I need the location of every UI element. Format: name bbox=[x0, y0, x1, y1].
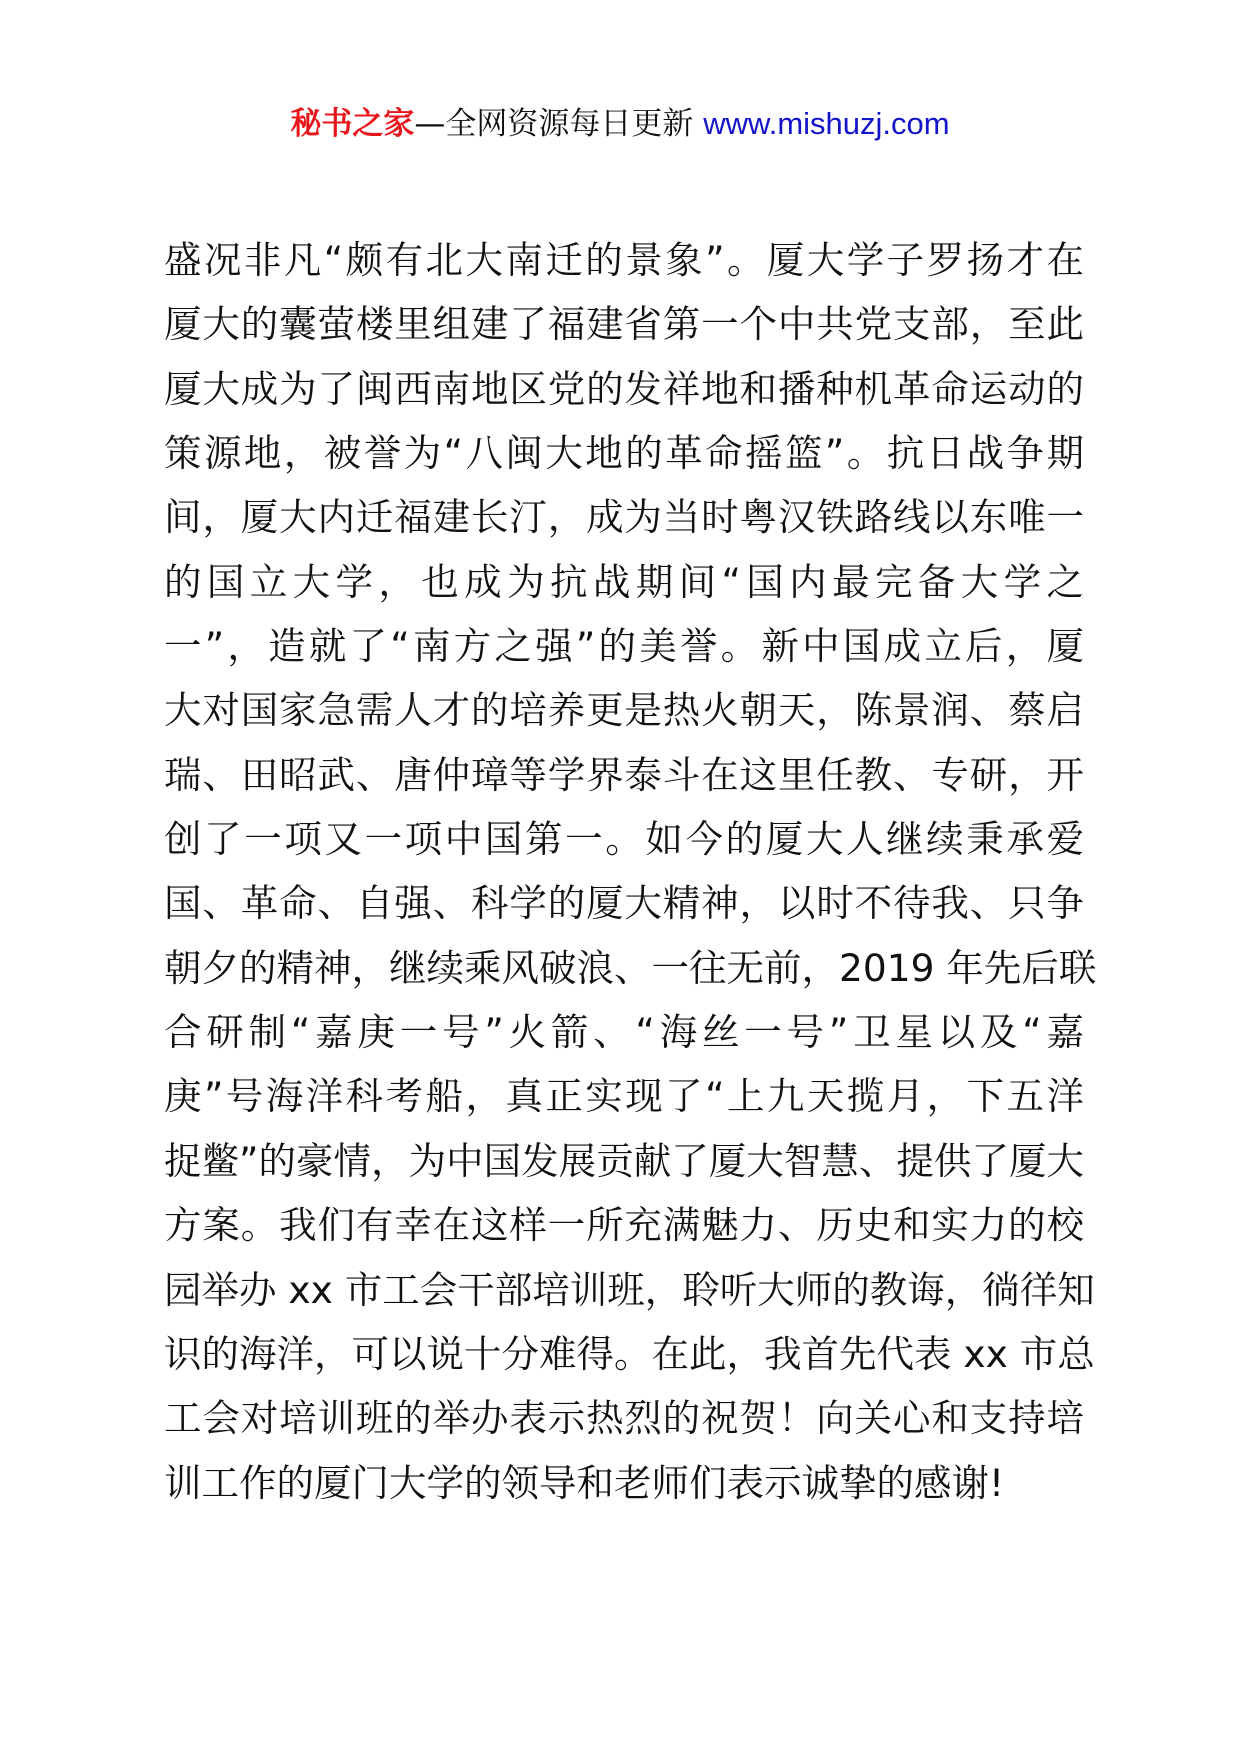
text-line: 朝夕的精神，继续乘风破浪、一往无前，2019 年先后联 bbox=[164, 945, 1097, 990]
text-line: 庚”号海洋科考船，真正实现了“上九天揽月，下五洋 bbox=[164, 1074, 1084, 1119]
text-line: 训工作的厦门大学的领导和老师们表示诚挚的感谢! bbox=[164, 1460, 1005, 1505]
text-line: 厦大的囊萤楼里组建了福建省第一个中共党支部，至此 bbox=[164, 302, 1084, 347]
text-line: 盛况非凡“颇有北大南迁的景象”。厦大学子罗扬才在 bbox=[164, 238, 1084, 282]
text-line: 间，厦大内迁福建长汀，成为当时粤汉铁路线以东唯一 bbox=[164, 495, 1084, 540]
text-line: 的国立大学，也成为抗战期间“国内最完备大学之 bbox=[164, 559, 1084, 604]
text-line: 策源地，被誉为“八闽大地的革命摇篮”。抗日战争期 bbox=[164, 431, 1084, 476]
text-line: 创了一项又一项中国第一。如今的厦大人继续秉承爱 bbox=[164, 817, 1084, 862]
page-header bbox=[0, 100, 1240, 148]
text-line: 厦大成为了闽西南地区党的发祥地和播种机革命运动的 bbox=[164, 366, 1084, 411]
text-line: 大对国家急需人才的培养更是热火朝天，陈景润、蔡启 bbox=[164, 688, 1084, 733]
text-line: 国、革命、自强、科学的厦大精神，以时不待我、只争 bbox=[164, 881, 1084, 926]
site-brand: 秘书之家 bbox=[290, 106, 415, 142]
text-line: 园举办 xx 市工会干部培训班，聆听大师的教诲，徜徉知 bbox=[164, 1267, 1095, 1312]
text-line: 瑞、田昭武、唐仲璋等学界泰斗在这里任教、专研，开 bbox=[164, 752, 1084, 797]
site-tagline: —全网资源每日更新 bbox=[414, 106, 704, 142]
text-line: 合研制“嘉庚一号”火箭、“海丝一号”卫星以及“嘉 bbox=[164, 1010, 1084, 1055]
text-line: 工会对培训班的举办表示热烈的祝贺！向关心和支持培 bbox=[164, 1396, 1084, 1441]
text-line: 捉鳖”的豪情，为中国发展贡献了厦大智慧、提供了厦大 bbox=[164, 1138, 1084, 1183]
text-line: 方案。我们有幸在这样一所充满魅力、历史和实力的校 bbox=[164, 1203, 1084, 1248]
text-line: 一”，造就了“南方之强”的美誉。新中国成立后，厦 bbox=[164, 624, 1084, 669]
text-line: 识的海洋，可以说十分难得。在此，我首先代表 xx 市总 bbox=[164, 1331, 1095, 1376]
site-url-link[interactable]: www.mishuzj.com bbox=[703, 106, 950, 141]
document-body bbox=[164, 228, 1097, 1515]
